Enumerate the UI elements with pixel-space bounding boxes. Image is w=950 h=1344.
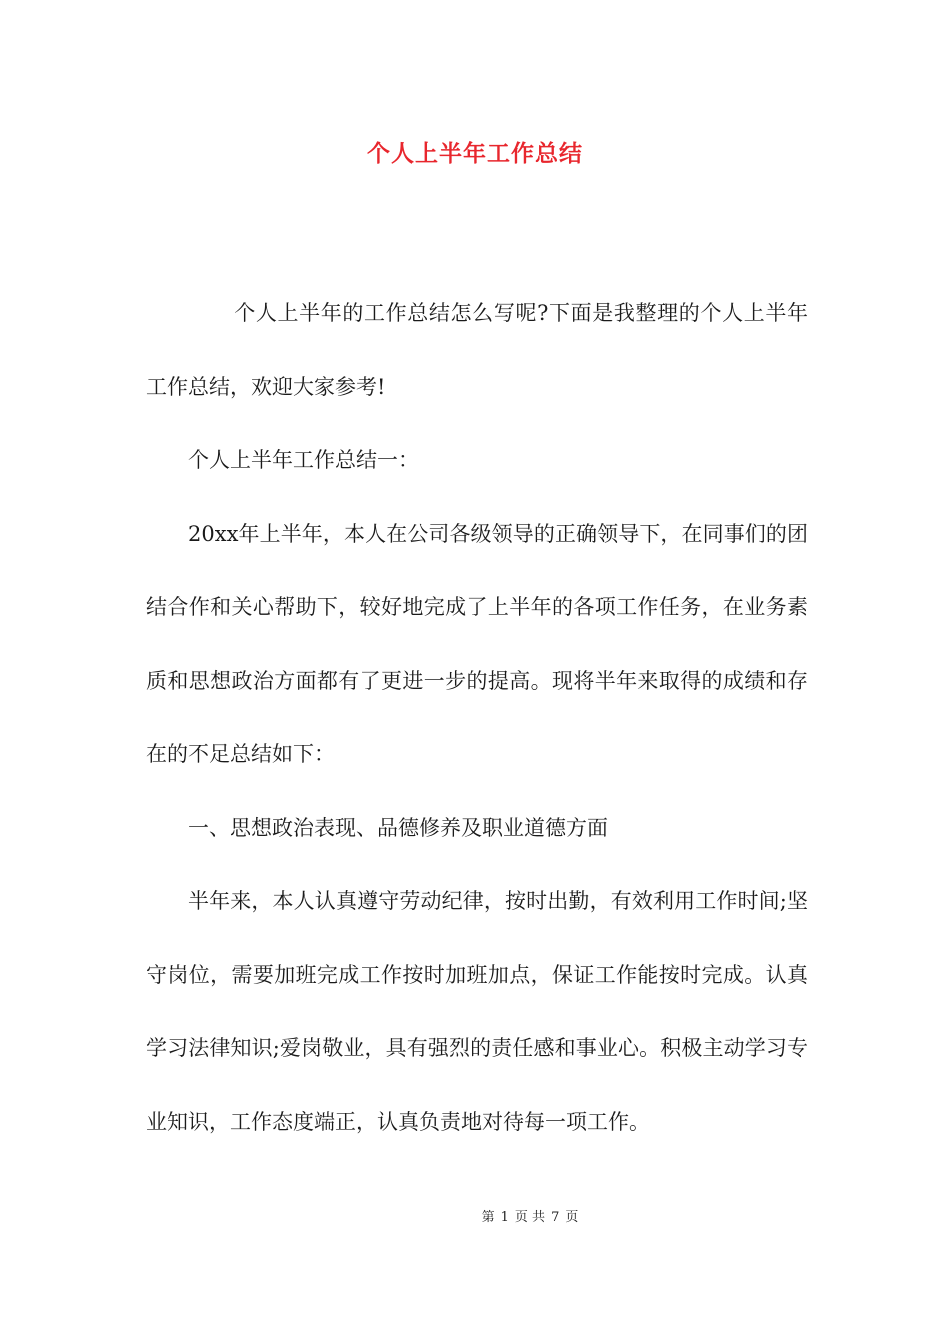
total-pages-number: 7 (551, 1210, 560, 1225)
page-label-suffix: 页 (565, 1210, 579, 1225)
section-heading-one: 个人上半年工作总结一： (188, 448, 419, 472)
document-body (146, 277, 808, 1159)
current-page-number: 1 (500, 1210, 509, 1225)
document-title: 个人上半年工作总结 (367, 140, 583, 167)
subsection-heading: 一、思想政治表现、品德修养及职业道德方面 (188, 815, 608, 840)
intro-paragraph: 个人上半年的工作总结怎么写呢?下面是我整理的个人上半年工作总结，欢迎大家参考! (146, 301, 808, 399)
page-footer (0, 1208, 950, 1228)
summary-paragraph: 20xx年上半年，本人在公司各级领导的正确领导下，在同事们的团结合作和关心帮助下，较好地完成了上半年的各项工作任务，在业务素质和思想政治方面都有了更进一步的提高。现将半年来取得的成绩和存在的不足总结如下： (146, 521, 808, 766)
page-label-prefix: 第 (481, 1210, 495, 1225)
conduct-paragraph: 半年来，本人认真遵守劳动纪律，按时出勤，有效利用工作时间;坚守岗位，需要加班完成工作按时加班加点，保证工作能按时完成。认真学习法律知识;爱岗敬业，具有强烈的责任感和事业心。积极主动学习专业知识，工作态度端正，认真负责地对待每一项工作。 (146, 889, 808, 1134)
page-label-mid: 页 共 (514, 1210, 546, 1225)
